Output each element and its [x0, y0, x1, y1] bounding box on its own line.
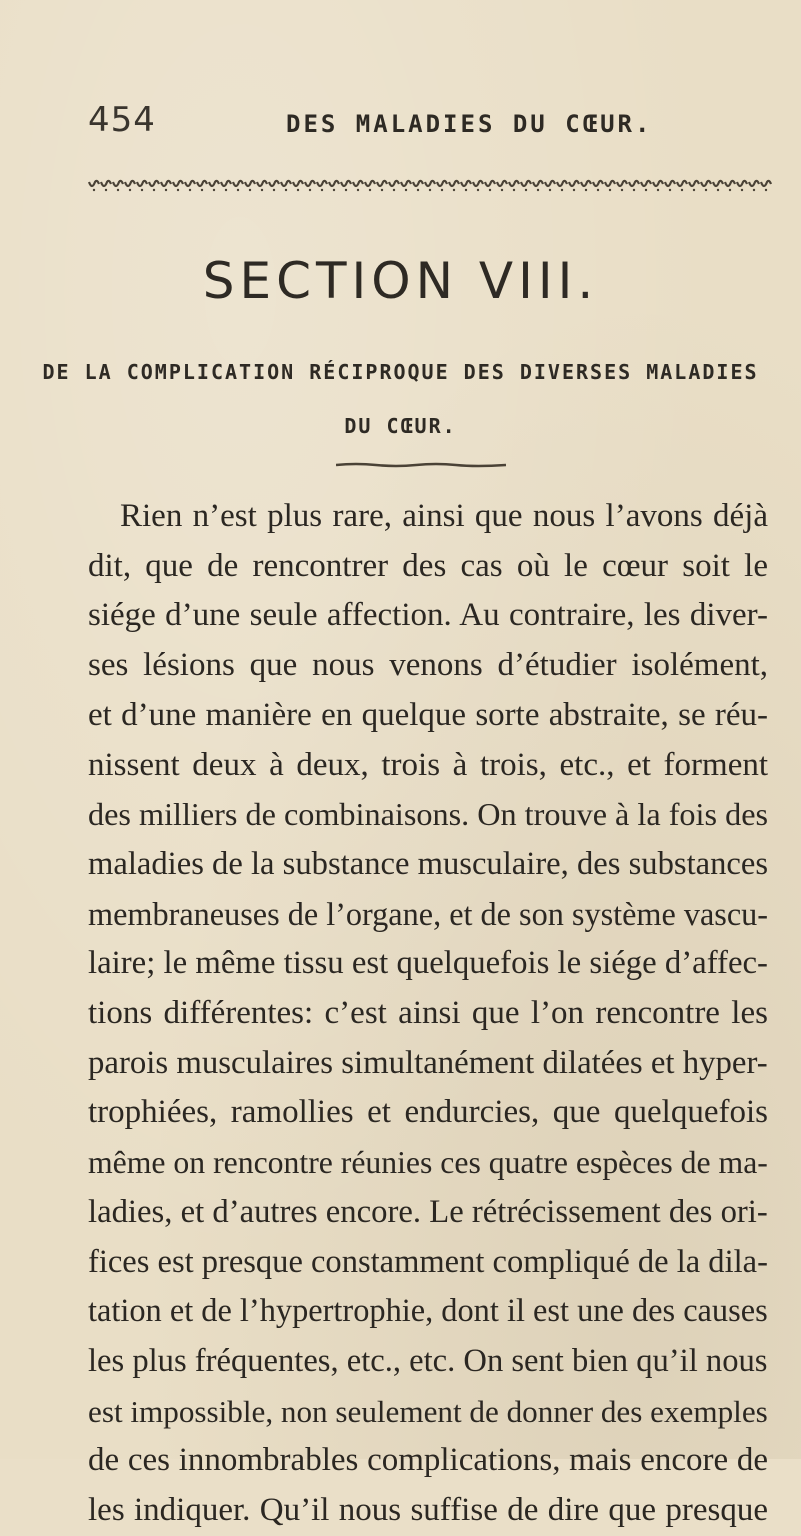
- text-line: parois musculaires simultanément dilatées et hyper-: [88, 1044, 768, 1081]
- text-line: nissent deux à deux, trois à trois, etc., et forment: [88, 746, 769, 783]
- text-line: des milliers de combinaisons. On trouve à la fois des: [88, 796, 769, 833]
- subtitle-line: DU CŒUR.: [344, 414, 457, 438]
- page-number: 454: [88, 100, 156, 140]
- text-line: est impossible, non seulement de donner des exemples: [88, 1393, 768, 1429]
- body-paragraph: [88, 492, 768, 1536]
- section-title: SECTION VIII.: [202, 252, 599, 310]
- ornamental-rule: [88, 178, 772, 194]
- text-line: ladies, et d’autres encore. Le rétrécissement des ori-: [88, 1193, 768, 1230]
- text-line: Rien n’est plus rare, ainsi que nous l’avons déjà: [120, 498, 768, 534]
- short-divider-rule: [336, 462, 506, 468]
- text-line: de ces innombrables complications, mais encore de: [88, 1442, 769, 1479]
- text-line: maladies de la substance musculaire, des substances: [88, 845, 769, 882]
- text-line: les indiquer. Qu’il nous suffise de dire que presque: [88, 1492, 768, 1529]
- text-line: fices est presque constamment compliqué de la dila-: [88, 1243, 768, 1280]
- text-line: tation et de l’hypertrophie, dont il est une des causes: [88, 1293, 768, 1330]
- page-header: [0, 100, 801, 150]
- text-line: et d’une manière en quelque sorte abstraite, se réu-: [88, 696, 769, 733]
- text-line: laire; le même tissu est quelquefois le siége d’affec-: [88, 945, 768, 982]
- text-line: trophiées, ramollies et endurcies, que quelquefois: [88, 1094, 768, 1131]
- text-line: les plus fréquentes, etc., etc. On sent bien qu’il nous: [88, 1342, 768, 1379]
- text-line: siége d’une seule affection. Au contraire, les diver-: [88, 597, 768, 634]
- section-subtitle: [0, 345, 801, 453]
- text-line: tions différentes: c’est ainsi que l’on rencontre les: [88, 995, 768, 1032]
- text-line: ses lésions que nous venons d’étudier isolément,: [88, 647, 769, 684]
- text-line: membraneuses de l’organe, et de son système vascu-: [88, 895, 769, 932]
- text-line: même on rencontre réunies ces quatre espèces de ma-: [88, 1145, 768, 1181]
- subtitle-line: DE LA COMPLICATION RÉCIPROQUE DES DIVERSES MALADIES: [42, 360, 759, 384]
- text-line: dit, que de rencontrer des cas où le cœur soit le: [88, 547, 768, 584]
- running-title: DES MALADIES DU CŒUR.: [286, 110, 653, 138]
